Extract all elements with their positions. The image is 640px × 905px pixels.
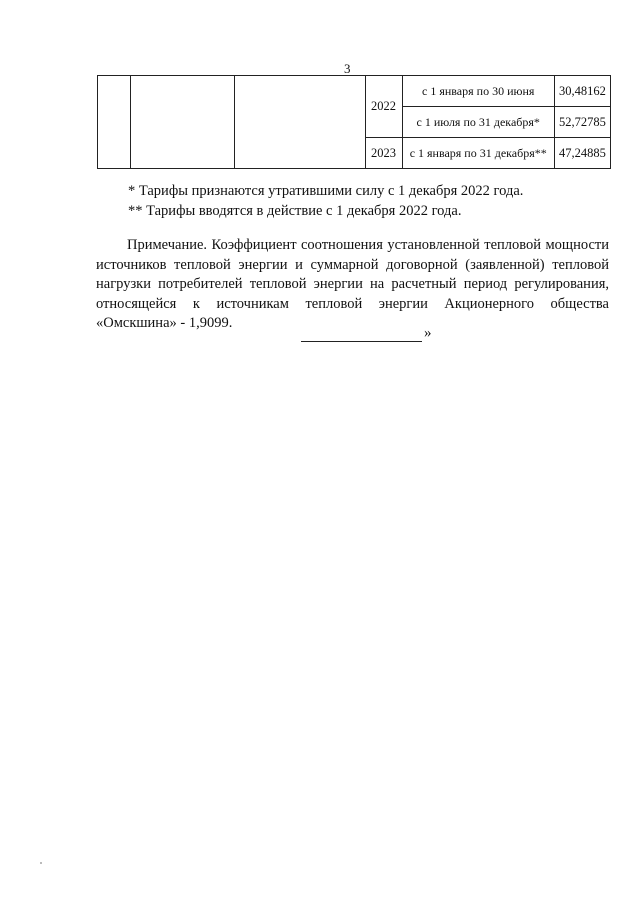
table-row — [98, 76, 611, 107]
closing-quote: » — [424, 325, 432, 341]
year-cell: 2023 — [365, 138, 402, 169]
period-cell: с 1 января по 31 декабря** — [402, 138, 554, 169]
footnote-2: ** Тарифы вводятся в действие с 1 декабря 2022 года. — [128, 203, 462, 219]
period-cell: с 1 июля по 31 декабря* — [402, 107, 554, 138]
signature-line — [301, 327, 422, 342]
footnote-1: * Тарифы признаются утратившими силу с 1 декабря 2022 года. — [128, 183, 524, 199]
scan-speck — [40, 862, 42, 864]
page-number: 3 — [344, 61, 351, 76]
tariff-table — [97, 75, 611, 169]
closing-mark — [301, 325, 432, 342]
remark-text: Примечание. Коэффициент соотношения установленной тепловой мощности источников тепловой энергии и суммарной договорной (заявленной) тепловой нагрузки потребителей тепловой энергии на расчетный период регулирования, относящейся к источникам тепловой энергии Акционерного общества «Омскшина» - 1,9099. — [96, 237, 609, 331]
value-cell: 30,48162 — [554, 76, 610, 107]
value-cell: 47,24885 — [554, 138, 610, 169]
table-cell-empty — [98, 76, 131, 169]
value-cell: 52,72785 — [554, 107, 610, 138]
table-cell-empty — [131, 76, 235, 169]
year-cell: 2022 — [365, 76, 402, 138]
table-cell-empty — [235, 76, 365, 169]
period-cell: с 1 января по 30 июня — [402, 76, 554, 107]
remark-paragraph — [96, 236, 609, 334]
